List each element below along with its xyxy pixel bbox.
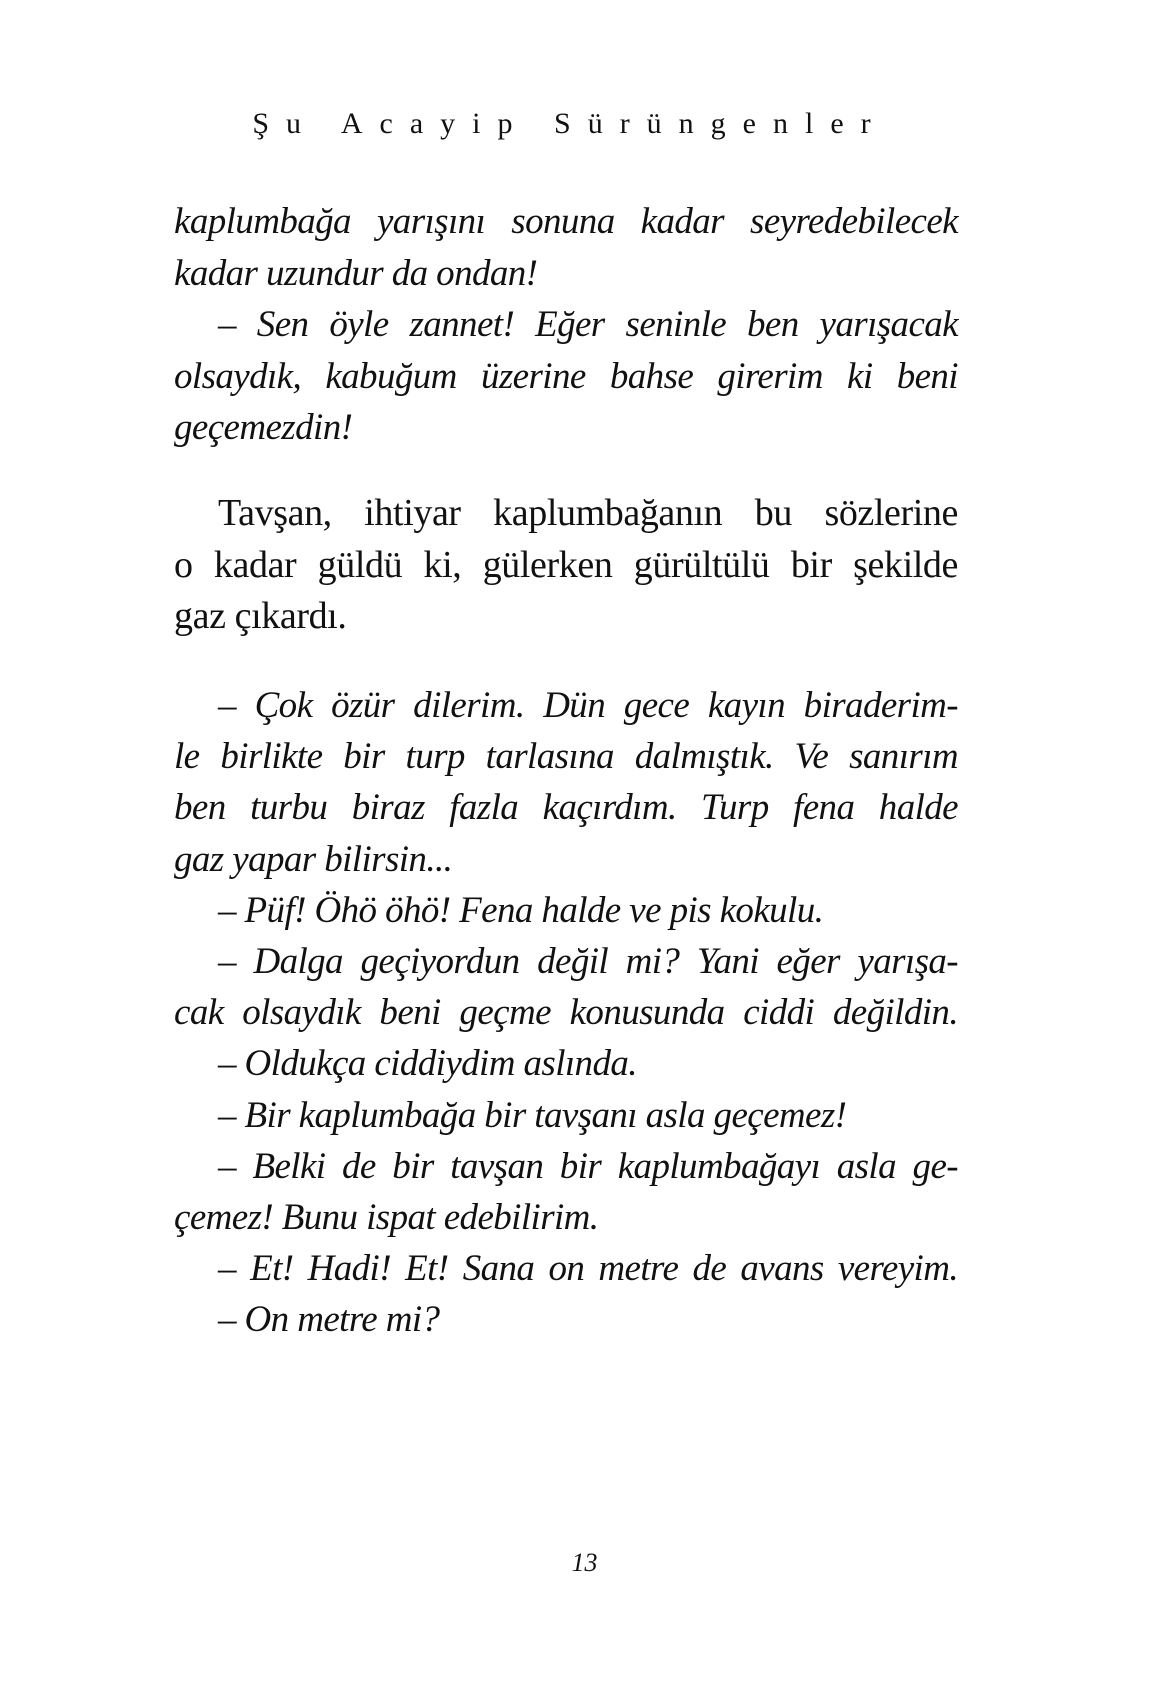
paragraph-narration bbox=[174, 488, 958, 643]
text-line: – Sen öyle zannet! Eğer seninle ben yarışacak bbox=[218, 304, 958, 345]
text-line: kaplumbağa yarışını sonuna kadar seyredebilecek bbox=[174, 201, 958, 242]
text-line: – Dalga geçiyordun değil mi? Yani eğer yarışa- bbox=[218, 940, 958, 982]
text-line: le birlikte bir turp tarlasına dalmıştık. Ve sanırım bbox=[174, 736, 958, 778]
text-line: – Çok özür dilerim. Dün gece kayın biraderim- bbox=[218, 685, 958, 726]
text-line: – Püf! Öhö öhö! Fena halde ve pis kokulu. bbox=[218, 889, 824, 931]
paragraph-dialogue-2 bbox=[174, 680, 958, 1345]
page-number: 13 bbox=[571, 1548, 598, 1577]
text-line: – On metre mi? bbox=[218, 1299, 440, 1341]
text-line: geçemezdin! bbox=[174, 407, 353, 448]
text-line: olsaydık, kabuğum üzerine bahse girerim ki beni bbox=[174, 355, 958, 397]
running-header-title: Şu Acayip Sürüngenler bbox=[252, 107, 888, 140]
text-line: Tavşan, ihtiyar kaplumbağanın bu sözlerine bbox=[218, 492, 958, 534]
text-line: kadar uzundur da ondan! bbox=[174, 252, 538, 294]
paragraph-dialogue-1 bbox=[174, 196, 958, 454]
text-line: – Belki de bir tavşan bir kaplumbağayı asla ge- bbox=[218, 1145, 958, 1187]
text-line: cak olsaydık beni geçme konusunda ciddi değildin. bbox=[174, 992, 958, 1034]
text-line: – Bir kaplumbağa bir tavşanı asla geçemez! bbox=[218, 1094, 847, 1136]
text-line: o kadar güldü ki, gülerken gürültülü bir şekilde bbox=[174, 543, 958, 586]
text-line: – Oldukça ciddiydim aslında. bbox=[218, 1043, 637, 1085]
text-line: çemez! Bunu ispat edebilirim. bbox=[174, 1196, 599, 1238]
text-line: ben turbu biraz fazla kaçırdım. Turp fena halde bbox=[174, 787, 958, 829]
text-line: gaz yapar bilirsin... bbox=[174, 838, 453, 880]
text-line: gaz çıkardı. bbox=[174, 595, 347, 637]
text-line: – Et! Hadi! Et! Sana on metre de avans vereyim. bbox=[218, 1248, 958, 1290]
